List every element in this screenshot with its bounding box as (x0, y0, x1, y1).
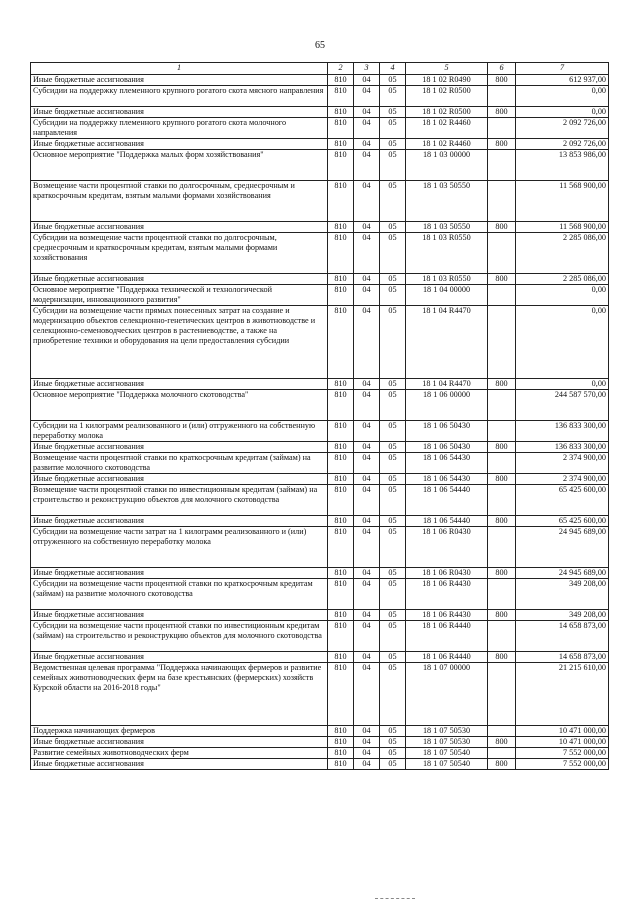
table-row (31, 663, 609, 726)
row-code-subsection: 05 (380, 485, 406, 516)
row-code-section: 04 (354, 663, 380, 726)
row-code-ministry: 810 (328, 306, 354, 379)
row-code-type (488, 527, 516, 568)
row-code-type (488, 485, 516, 516)
row-code-section: 04 (354, 285, 380, 306)
table-row (31, 390, 609, 421)
row-code-subsection: 05 (380, 453, 406, 474)
table-row (31, 453, 609, 474)
row-code-subsection: 05 (380, 86, 406, 107)
row-code-ministry: 810 (328, 421, 354, 442)
header-cell: 3 (354, 63, 380, 75)
row-amount: 2 285 086,00 (516, 274, 609, 285)
row-code-section: 04 (354, 652, 380, 663)
row-code-subsection: 05 (380, 233, 406, 274)
row-code-ministry: 810 (328, 621, 354, 652)
row-code-type (488, 150, 516, 181)
row-code-subsection: 05 (380, 474, 406, 485)
row-code-type: 800 (488, 274, 516, 285)
row-code-section: 04 (354, 621, 380, 652)
table-row (31, 274, 609, 285)
row-name: Субсидии на 1 килограмм реализованного и (или) отгруженного на собственную переработку молока (31, 421, 328, 442)
header-cell: 5 (406, 63, 488, 75)
row-name: Иные бюджетные ассигнования (31, 652, 328, 663)
row-code-target: 18 1 06 54430 (406, 474, 488, 485)
row-code-target: 18 1 02 R0490 (406, 75, 488, 86)
table-row (31, 285, 609, 306)
table-row (31, 75, 609, 86)
row-code-type (488, 118, 516, 139)
row-amount: 0,00 (516, 285, 609, 306)
row-amount: 0,00 (516, 306, 609, 379)
table-row (31, 181, 609, 222)
row-code-ministry: 810 (328, 737, 354, 748)
row-amount: 0,00 (516, 379, 609, 390)
table-row (31, 737, 609, 748)
row-amount: 10 471 000,00 (516, 726, 609, 737)
row-code-section: 04 (354, 181, 380, 222)
row-name: Иные бюджетные ассигнования (31, 442, 328, 453)
row-code-subsection: 05 (380, 748, 406, 759)
row-code-ministry: 810 (328, 663, 354, 726)
row-code-subsection: 05 (380, 663, 406, 726)
row-code-section: 04 (354, 222, 380, 233)
row-amount: 2 374 900,00 (516, 453, 609, 474)
row-amount: 24 945 689,00 (516, 527, 609, 568)
row-code-type (488, 663, 516, 726)
row-code-ministry: 810 (328, 748, 354, 759)
row-amount: 24 945 689,00 (516, 568, 609, 579)
row-amount: 13 853 986,00 (516, 150, 609, 181)
row-code-ministry: 810 (328, 390, 354, 421)
row-code-ministry: 810 (328, 527, 354, 568)
row-code-ministry: 810 (328, 579, 354, 610)
row-code-subsection: 05 (380, 150, 406, 181)
row-name: Иные бюджетные ассигнования (31, 75, 328, 86)
row-code-section: 04 (354, 75, 380, 86)
row-code-ministry: 810 (328, 474, 354, 485)
row-code-subsection: 05 (380, 390, 406, 421)
table-row (31, 610, 609, 621)
row-code-ministry: 810 (328, 181, 354, 222)
row-code-subsection: 05 (380, 285, 406, 306)
row-code-target: 18 1 07 50540 (406, 748, 488, 759)
row-code-ministry: 810 (328, 453, 354, 474)
row-name: Субсидии на возмещение части процентной ставки по краткосрочным кредитам (займам) на развитие молочного скотоводства (31, 579, 328, 610)
row-code-target: 18 1 02 R4460 (406, 139, 488, 150)
row-code-type: 800 (488, 516, 516, 527)
row-code-type (488, 748, 516, 759)
row-code-subsection: 05 (380, 75, 406, 86)
row-code-type (488, 453, 516, 474)
row-code-subsection: 05 (380, 527, 406, 568)
row-name: Иные бюджетные ассигнования (31, 737, 328, 748)
row-code-section: 04 (354, 579, 380, 610)
row-name: Возмещение части процентной ставки по долгосрочным, среднесрочным и краткосрочным кредитам, взятым малыми формами хозяйствования (31, 181, 328, 222)
row-code-type (488, 181, 516, 222)
row-code-target: 18 1 03 50550 (406, 222, 488, 233)
header-cell: 7 (516, 63, 609, 75)
row-code-type: 800 (488, 652, 516, 663)
row-code-target: 18 1 07 50530 (406, 726, 488, 737)
row-code-type (488, 726, 516, 737)
row-code-section: 04 (354, 86, 380, 107)
header-cell: 1 (31, 63, 328, 75)
header-cell: 6 (488, 63, 516, 75)
row-amount: 2 092 726,00 (516, 118, 609, 139)
row-code-target: 18 1 06 50430 (406, 442, 488, 453)
table-row (31, 748, 609, 759)
row-code-ministry: 810 (328, 118, 354, 139)
row-code-subsection: 05 (380, 181, 406, 222)
row-code-ministry: 810 (328, 610, 354, 621)
row-code-section: 04 (354, 379, 380, 390)
table-row (31, 652, 609, 663)
row-code-subsection: 05 (380, 421, 406, 442)
header-cell: 2 (328, 63, 354, 75)
table-row (31, 379, 609, 390)
row-code-target: 18 1 02 R0500 (406, 86, 488, 107)
table-row (31, 118, 609, 139)
row-code-ministry: 810 (328, 285, 354, 306)
row-code-subsection: 05 (380, 274, 406, 285)
row-code-subsection: 05 (380, 306, 406, 379)
row-code-ministry: 810 (328, 568, 354, 579)
row-code-type (488, 86, 516, 107)
row-code-type: 800 (488, 75, 516, 86)
row-name: Ведомственная целевая программа "Поддержка начинающих фермеров и развитие семейных животноводческих ферм на базе крестьянских (фермерских) хозяйств Курской области на 2016-2018 годы" (31, 663, 328, 726)
row-amount: 11 568 900,00 (516, 181, 609, 222)
row-code-subsection: 05 (380, 568, 406, 579)
row-code-type (488, 306, 516, 379)
table-row (31, 442, 609, 453)
row-code-ministry: 810 (328, 150, 354, 181)
row-code-ministry: 810 (328, 222, 354, 233)
row-amount: 14 658 873,00 (516, 621, 609, 652)
row-code-target: 18 1 03 50550 (406, 181, 488, 222)
budget-table (30, 62, 609, 770)
table-row (31, 516, 609, 527)
row-code-target: 18 1 07 50540 (406, 759, 488, 770)
row-name: Субсидии на возмещение части прямых понесенных затрат на создание и модернизацию объектов селекционно-генетических центров в животноводстве и селекционно-семеноводческих центров в растениеводстве, а также на приобретение техники и оборудования на цели предоставления субсидии (31, 306, 328, 379)
row-code-section: 04 (354, 527, 380, 568)
row-code-section: 04 (354, 421, 380, 442)
row-code-target: 18 1 04 R4470 (406, 306, 488, 379)
row-amount: 2 374 900,00 (516, 474, 609, 485)
row-code-type: 800 (488, 737, 516, 748)
row-code-ministry: 810 (328, 759, 354, 770)
row-code-section: 04 (354, 759, 380, 770)
header-cell: 4 (380, 63, 406, 75)
row-name: Субсидии на возмещение части процентной ставки по долгосрочным, среднесрочным и краткосрочным кредитам, взятым малыми формами хозяйствования (31, 233, 328, 274)
row-code-type (488, 579, 516, 610)
row-amount: 10 471 000,00 (516, 737, 609, 748)
table-row (31, 139, 609, 150)
header-row (31, 63, 609, 75)
row-amount: 136 833 300,00 (516, 442, 609, 453)
row-name: Субсидии на возмещение части затрат на 1 килограмм реализованного и (или) отгруженного на собственную переработку молока (31, 527, 328, 568)
row-code-type (488, 233, 516, 274)
row-code-subsection: 05 (380, 139, 406, 150)
row-code-type: 800 (488, 442, 516, 453)
table-row (31, 621, 609, 652)
row-code-target: 18 1 06 R0430 (406, 568, 488, 579)
table-row (31, 306, 609, 379)
page-number: 65 (315, 40, 325, 51)
row-code-subsection: 05 (380, 379, 406, 390)
table-row (31, 474, 609, 485)
row-amount: 7 552 000,00 (516, 759, 609, 770)
table-row (31, 421, 609, 442)
row-code-target: 18 1 06 R0430 (406, 527, 488, 568)
row-code-target: 18 1 06 50430 (406, 421, 488, 442)
row-code-target: 18 1 02 R0500 (406, 107, 488, 118)
row-code-section: 04 (354, 150, 380, 181)
row-code-section: 04 (354, 306, 380, 379)
row-name: Возмещение части процентной ставки по краткосрочным кредитам (займам) на развитие молочного скотоводства (31, 453, 328, 474)
row-name: Возмещение части процентной ставки по инвестиционным кредитам (займам) на строительство и реконструкцию объектов для молочного скотоводства (31, 485, 328, 516)
row-code-subsection: 05 (380, 222, 406, 233)
row-amount: 7 552 000,00 (516, 748, 609, 759)
row-code-section: 04 (354, 485, 380, 516)
row-name: Иные бюджетные ассигнования (31, 610, 328, 621)
row-amount: 65 425 600,00 (516, 485, 609, 516)
row-code-ministry: 810 (328, 274, 354, 285)
row-code-type: 800 (488, 139, 516, 150)
row-code-section: 04 (354, 516, 380, 527)
row-code-ministry: 810 (328, 485, 354, 516)
row-amount: 11 568 900,00 (516, 222, 609, 233)
table-row (31, 150, 609, 181)
row-amount: 2 285 086,00 (516, 233, 609, 274)
row-amount: 136 833 300,00 (516, 421, 609, 442)
row-code-subsection: 05 (380, 118, 406, 139)
row-code-section: 04 (354, 737, 380, 748)
row-name: Иные бюджетные ассигнования (31, 274, 328, 285)
row-code-ministry: 810 (328, 442, 354, 453)
row-code-target: 18 1 07 00000 (406, 663, 488, 726)
row-code-subsection: 05 (380, 516, 406, 527)
row-code-target: 18 1 06 R4430 (406, 610, 488, 621)
table-row (31, 759, 609, 770)
row-code-type (488, 285, 516, 306)
row-code-section: 04 (354, 610, 380, 621)
row-code-section: 04 (354, 390, 380, 421)
row-code-type: 800 (488, 568, 516, 579)
row-code-ministry: 810 (328, 107, 354, 118)
row-code-subsection: 05 (380, 621, 406, 652)
table-row (31, 568, 609, 579)
row-code-subsection: 05 (380, 726, 406, 737)
row-code-subsection: 05 (380, 737, 406, 748)
row-code-target: 18 1 06 54440 (406, 485, 488, 516)
row-code-section: 04 (354, 726, 380, 737)
row-code-section: 04 (354, 233, 380, 274)
row-name: Основное мероприятие "Поддержка технической и технологической модернизации, инновационного развития" (31, 285, 328, 306)
row-code-subsection: 05 (380, 759, 406, 770)
row-amount: 0,00 (516, 86, 609, 107)
row-name: Иные бюджетные ассигнования (31, 474, 328, 485)
row-amount: 14 658 873,00 (516, 652, 609, 663)
table-row (31, 222, 609, 233)
row-code-subsection: 05 (380, 652, 406, 663)
row-amount: 349 208,00 (516, 610, 609, 621)
table-row (31, 527, 609, 568)
row-code-target: 18 1 04 R4470 (406, 379, 488, 390)
row-name: Иные бюджетные ассигнования (31, 759, 328, 770)
row-code-section: 04 (354, 118, 380, 139)
row-code-ministry: 810 (328, 233, 354, 274)
row-code-type: 800 (488, 759, 516, 770)
row-code-ministry: 810 (328, 652, 354, 663)
row-name: Иные бюджетные ассигнования (31, 568, 328, 579)
row-code-target: 18 1 02 R4460 (406, 118, 488, 139)
row-code-section: 04 (354, 442, 380, 453)
row-code-target: 18 1 06 R4430 (406, 579, 488, 610)
row-code-type (488, 390, 516, 421)
row-code-subsection: 05 (380, 442, 406, 453)
row-name: Развитие семейных животноводческих ферм (31, 748, 328, 759)
table-row (31, 579, 609, 610)
row-amount: 349 208,00 (516, 579, 609, 610)
row-code-target: 18 1 06 00000 (406, 390, 488, 421)
row-code-subsection: 05 (380, 107, 406, 118)
row-code-target: 18 1 07 50530 (406, 737, 488, 748)
row-amount: 0,00 (516, 107, 609, 118)
row-amount: 65 425 600,00 (516, 516, 609, 527)
row-code-section: 04 (354, 107, 380, 118)
row-code-ministry: 810 (328, 86, 354, 107)
row-code-target: 18 1 03 R0550 (406, 233, 488, 274)
row-amount: 244 587 570,00 (516, 390, 609, 421)
row-name: Субсидии на возмещение части процентной ставки по инвестиционным кредитам (займам) на строительство и реконструкцию объектов для молочного скотоводства (31, 621, 328, 652)
row-code-section: 04 (354, 568, 380, 579)
row-name: Субсидии на поддержку племенного крупного рогатого скота молочного направления (31, 118, 328, 139)
table-row (31, 86, 609, 107)
row-code-target: 18 1 06 54440 (406, 516, 488, 527)
row-name: Иные бюджетные ассигнования (31, 516, 328, 527)
row-name: Субсидии на поддержку племенного крупного рогатого скота мясного направления (31, 86, 328, 107)
row-code-section: 04 (354, 139, 380, 150)
row-code-ministry: 810 (328, 726, 354, 737)
table-row (31, 233, 609, 274)
row-code-type: 800 (488, 379, 516, 390)
row-code-ministry: 810 (328, 75, 354, 86)
row-code-target: 18 1 06 R4440 (406, 621, 488, 652)
row-name: Иные бюджетные ассигнования (31, 379, 328, 390)
row-code-type: 800 (488, 222, 516, 233)
row-code-ministry: 810 (328, 379, 354, 390)
row-code-section: 04 (354, 474, 380, 485)
row-name: Иные бюджетные ассигнования (31, 222, 328, 233)
row-name: Иные бюджетные ассигнования (31, 107, 328, 118)
row-name: Иные бюджетные ассигнования (31, 139, 328, 150)
row-code-type: 800 (488, 107, 516, 118)
row-code-type: 800 (488, 474, 516, 485)
row-amount: 612 937,00 (516, 75, 609, 86)
row-amount: 21 215 610,00 (516, 663, 609, 726)
row-code-subsection: 05 (380, 579, 406, 610)
row-code-target: 18 1 04 00000 (406, 285, 488, 306)
row-code-section: 04 (354, 748, 380, 759)
table-row (31, 726, 609, 737)
row-code-subsection: 05 (380, 610, 406, 621)
scan-artifact (375, 898, 415, 901)
row-code-section: 04 (354, 274, 380, 285)
row-code-target: 18 1 03 R0550 (406, 274, 488, 285)
row-name: Поддержка начинающих фермеров (31, 726, 328, 737)
row-code-target: 18 1 03 00000 (406, 150, 488, 181)
row-code-ministry: 810 (328, 139, 354, 150)
row-name: Основное мероприятие "Поддержка молочного скотоводства" (31, 390, 328, 421)
row-amount: 2 092 726,00 (516, 139, 609, 150)
row-code-target: 18 1 06 R4440 (406, 652, 488, 663)
table-row (31, 107, 609, 118)
row-code-type (488, 621, 516, 652)
row-code-section: 04 (354, 453, 380, 474)
row-code-ministry: 810 (328, 516, 354, 527)
row-name: Основное мероприятие "Поддержка малых форм хозяйствования" (31, 150, 328, 181)
row-code-target: 18 1 06 54430 (406, 453, 488, 474)
row-code-type: 800 (488, 610, 516, 621)
table-row (31, 485, 609, 516)
row-code-type (488, 421, 516, 442)
